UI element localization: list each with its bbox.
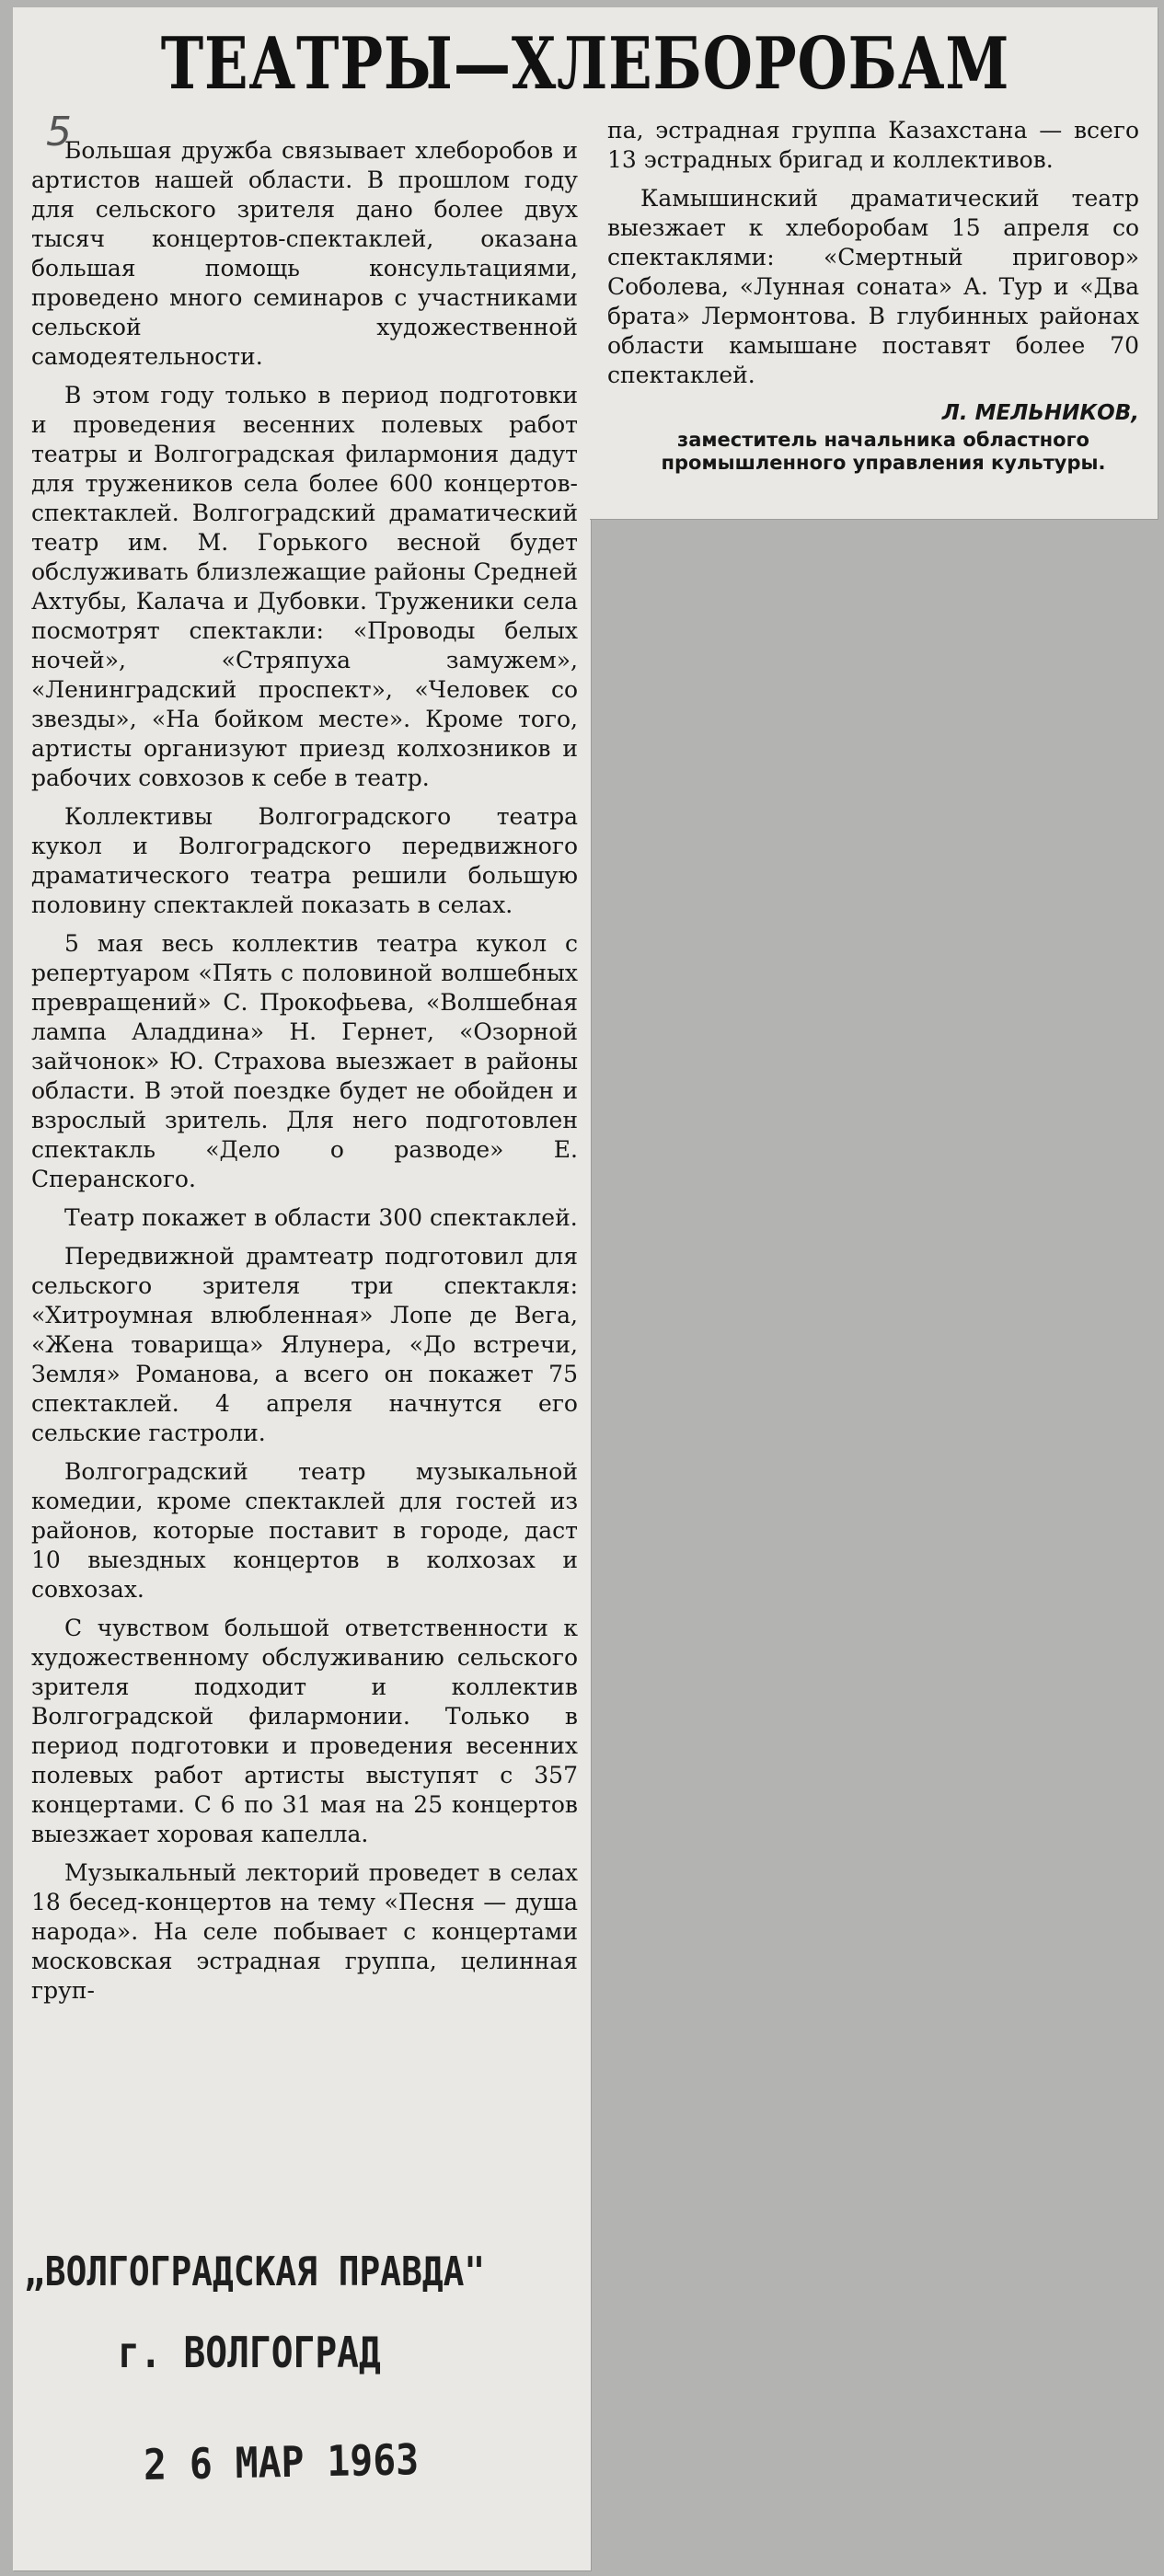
pencil-mark: 5 xyxy=(46,109,72,155)
paragraph: Музыкальный лекторий проведет в селах 18 бесед-концертов на тему «Песня — душа народа». На селе побывает с концертами московская эстрадная группа, целинная груп- xyxy=(31,1859,578,2004)
author-name: Л. МЕЛЬНИКОВ, xyxy=(941,401,1139,425)
article-column-2 xyxy=(607,116,1139,475)
author-title: заместитель начальника областного промышленного управления культуры. xyxy=(661,429,1106,474)
article-column-1 xyxy=(31,136,578,2015)
paragraph: Театр покажет в области 300 спектаклей. xyxy=(64,1204,578,1231)
paragraph: Коллективы Волгоградского театра кукол и Волгоградского передвижного драматического театра решили большую половину спектаклей показать в селах. xyxy=(31,803,578,918)
stamp-date: 2 6 МАР 1963 xyxy=(143,2434,420,2490)
paragraph: С чувством большой ответственности к художественному обслуживанию сельского зрителя подходит и коллектив Волгоградской филармонии. Только в период подготовки и проведения весенних полевых работ артисты выступят с 357 концертами. С 6 по 31 мая на 25 концертов выезжает хоровая капелла. xyxy=(31,1615,578,1847)
paragraph: Передвижной драмтеатр подготовил для сельского зрителя три спектакля: «Хитроумная влюбленная» Лопе де Вега, «Жена товарища» Ялунера, «До встречи, Земля» Романова, а всего он покажет 75 спектаклей. 4 апреля начнутся его сельские гастроли. xyxy=(31,1243,578,1446)
paragraph: Волгоградский театр музыкальной комедии, кроме спектаклей для гостей из районов, которые поставит в городе, даст 10 выездных концертов в колхозах и совхозах. xyxy=(31,1458,578,1603)
paragraph: Большая дружба связывает хлеборобов и артистов нашей области. В прошлом году для сельского зрителя дано более двух тысяч концертов-спектаклей, оказана большая помощь консультациями, проведено много семинаров с участниками сельской художественной самодеятельности. xyxy=(31,137,578,370)
stamp-source-newspaper: „ВОЛГОГРАДСКАЯ ПРАВДА" xyxy=(24,2248,486,2295)
stamp-city: г. ВОЛГОГРАД xyxy=(118,2328,381,2377)
paragraph: 5 мая весь коллектив театра кукол с репертуаром «Пять с половиной волшебных превращений» С. Прокофьева, «Волшебная лампа Аладдина» Н. Гернет, «Озорной зайчонок» Ю. Страхова выезжает в районы области. В этой поездке будет не обойден и взрослый зритель. Для него подготовлен спектакль «Дело о разводе» Е. Сперанского. xyxy=(31,930,578,1192)
paragraph: па, эстрадная группа Казахстана — всего 13 эстрадных бригад и коллективов. xyxy=(607,117,1139,173)
paragraph: Камышинский драматический театр выезжает к хлеборобам 15 апреля со спектаклями: «Смертный приговор» Соболева, «Лунная соната» А. Тур и «Два брата» Лермонтова. В глубинных районах области камышане поставят более 70 спектаклей. xyxy=(607,185,1139,388)
paragraph: В этом году только в период подготовки и проведения весенних полевых работ театры и Волгоградская филармония дадут для тружеников села более 600 концертов-спектаклей. Волгоградский драматический театр им. М. Горького весной будет обслуживать близлежащие районы Средней Ахтубы, Калача и Дубовки. Труженики села посмотрят спектакли: «Проводы белых ночей», «Стряпуха замужем», «Ленинградский проспект», «Человек со звезды», «На бойком месте». Кроме того, артисты организуют приезд колхозников и рабочих совхозов к себе в театр. xyxy=(31,382,578,791)
article-headline: ТЕАТРЫ—ХЛЕБОРОБАМ xyxy=(160,22,1010,106)
